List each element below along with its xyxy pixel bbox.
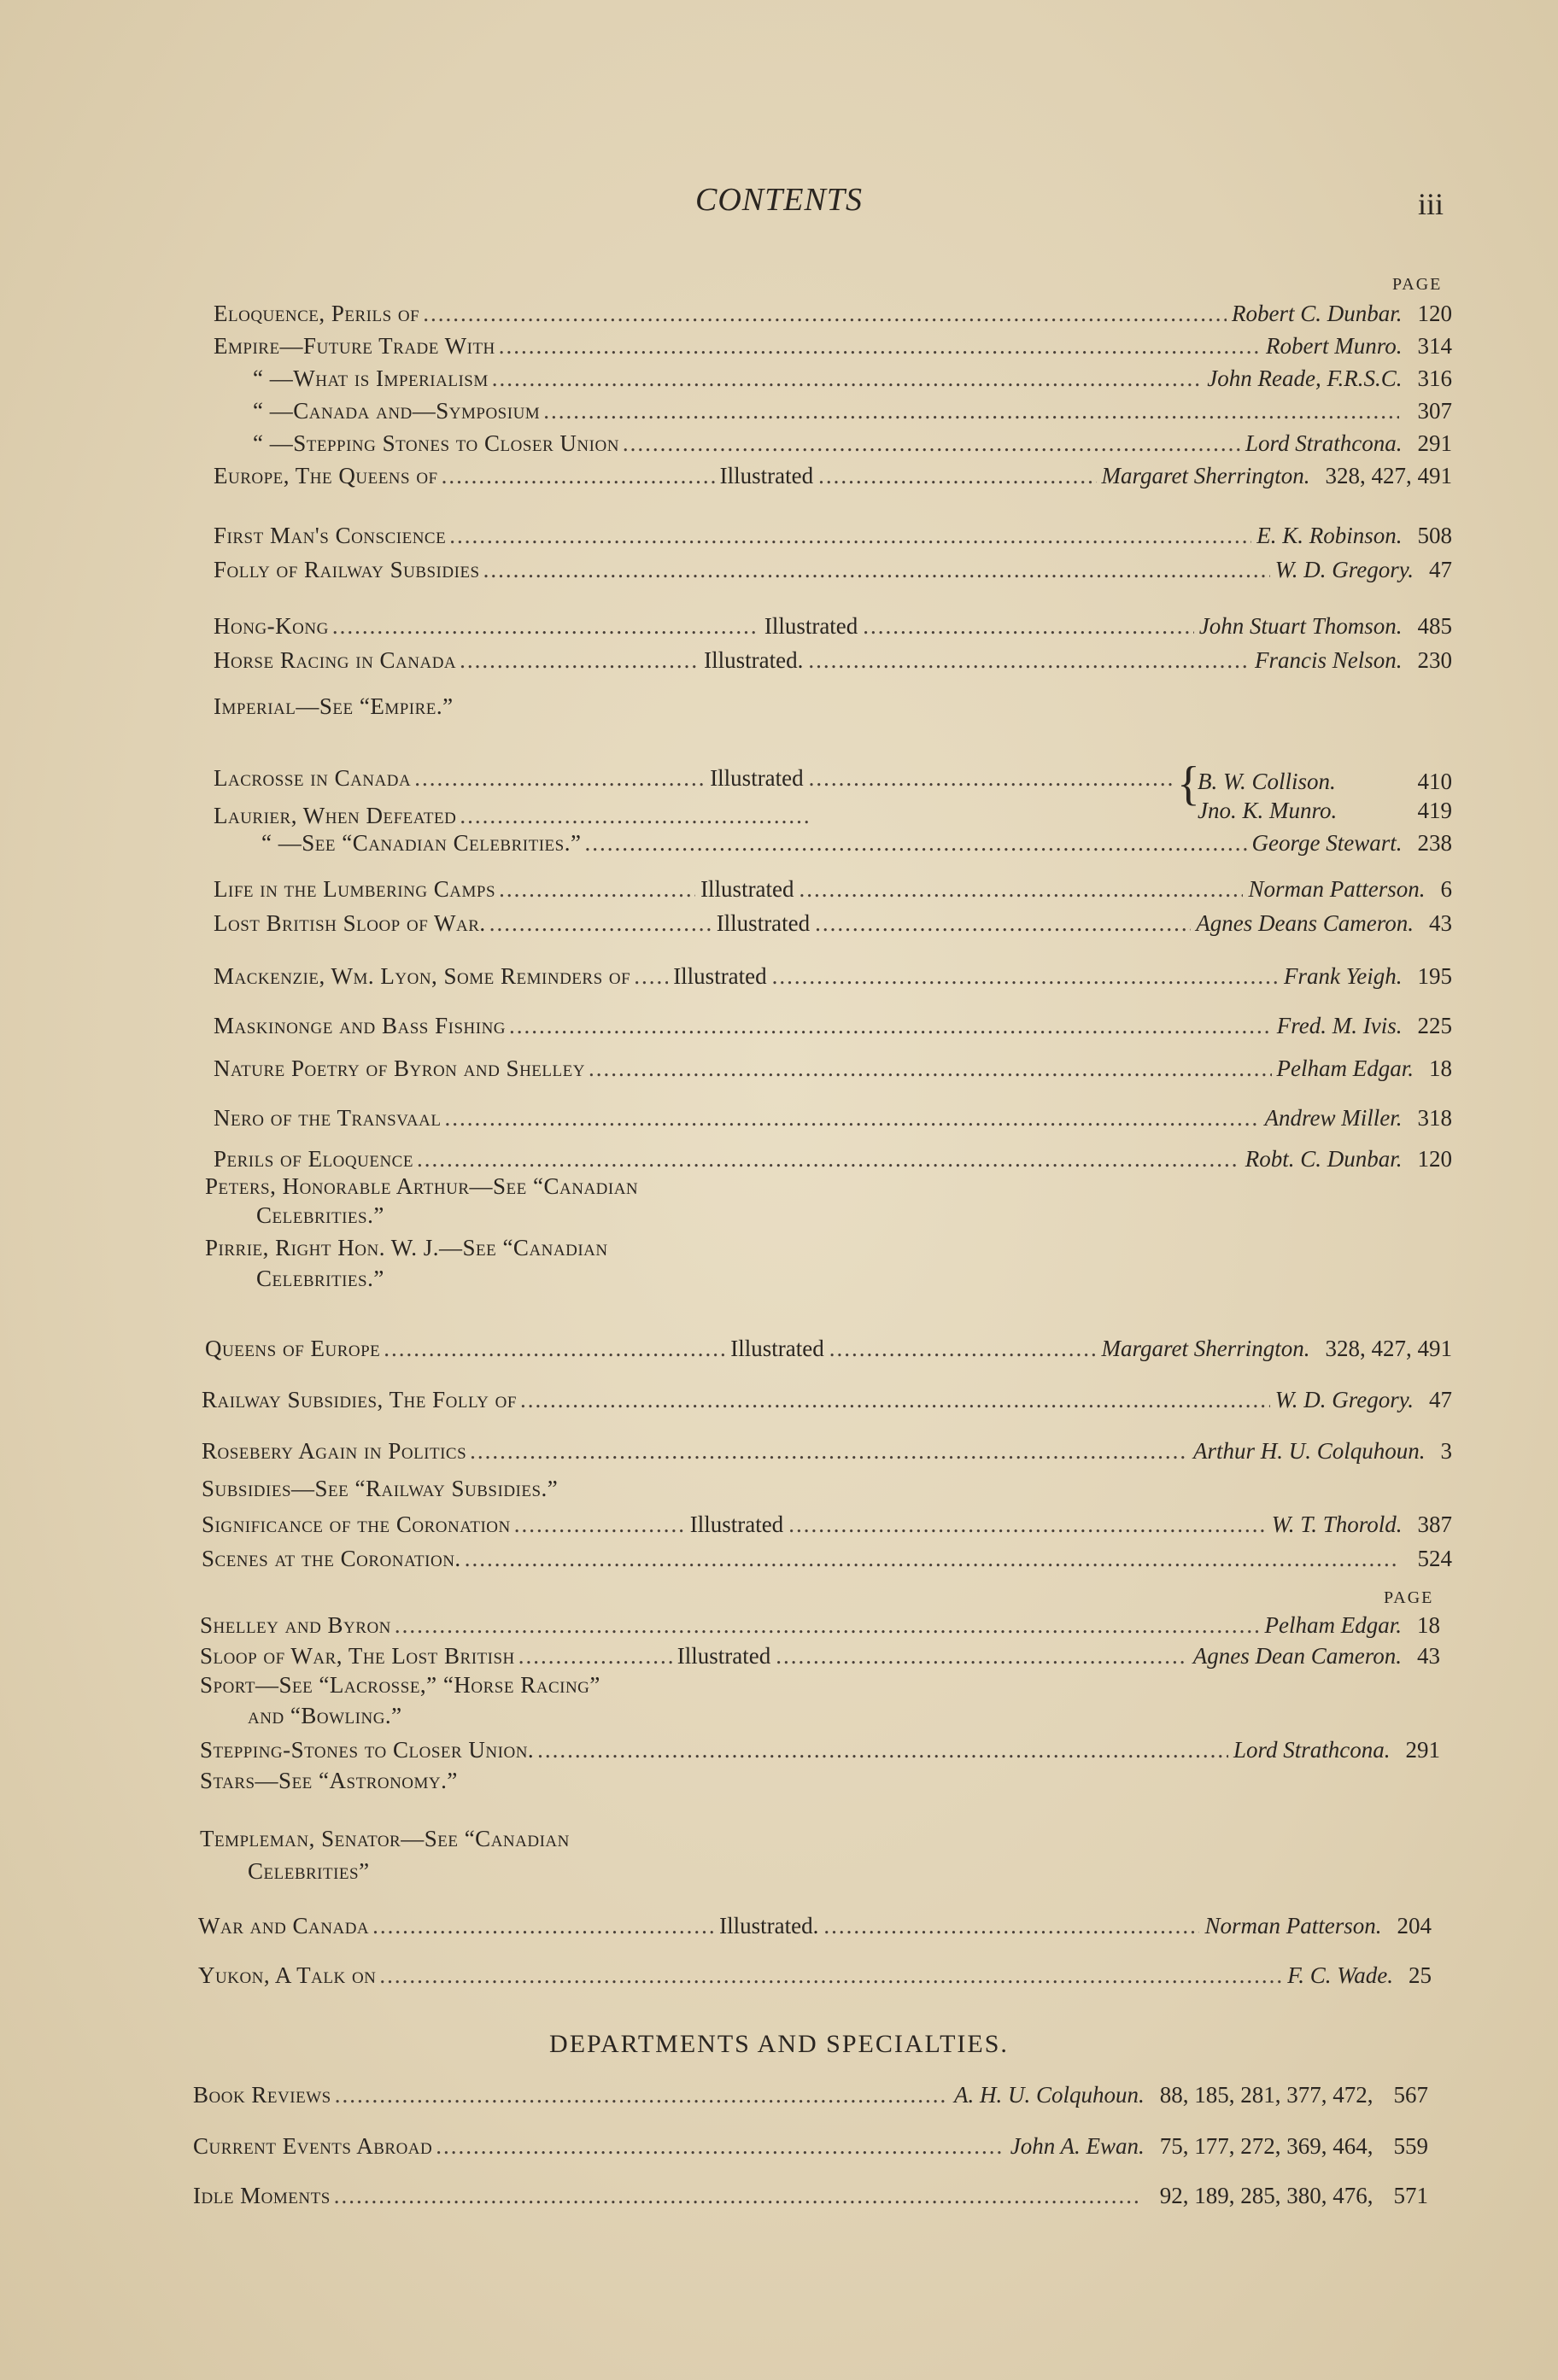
toc-entry: B. W. Collison. 410 <box>1198 769 1452 794</box>
toc-entry: Eloquence, Perils of ..... Robert C. Dunbar. 120 <box>214 301 1452 335</box>
department-entry: Current Events Abroad ..... John A. Ewan. 75, 177, 272, 369, 464, 559 <box>193 2133 1428 2167</box>
toc-entry: “ —What is Imperialism ..... John Reade, F.R.S.C. 316 <box>253 365 1452 400</box>
brace-icon: { <box>1177 757 1200 810</box>
toc-entry: Sloop of War, The Lost British ..... Illustrated ..... Agnes Dean Cameron. 43 <box>200 1643 1440 1677</box>
toc-entry: Peters, Honorable Arthur—See “Canadian <box>205 1173 639 1199</box>
toc-entry: Imperial—See “Empire.” <box>214 693 454 719</box>
toc-entry-continuation: Celebrities.” <box>256 1202 384 1228</box>
page-number: iii <box>1418 187 1444 221</box>
toc-entry: First Man's Conscience ..... E. K. Robinson. 508 <box>214 523 1452 557</box>
toc-entry: “ —Stepping Stones to Closer Union ..... Lord Strathcona. 291 <box>253 430 1452 465</box>
toc-entry: Perils of Eloquence ..... Robt. C. Dunbar. 120 <box>214 1146 1452 1180</box>
toc-entry: Subsidies—See “Railway Subsidies.” <box>202 1476 559 1501</box>
toc-entry-continuation: Celebrities.” <box>256 1266 384 1291</box>
toc-entry: “ —Canada and—Symposium ..... 307 <box>253 398 1452 432</box>
toc-entry: Nero of the Transvaal ..... Andrew Miller. 318 <box>214 1105 1452 1139</box>
page-column-label: PAGE <box>1392 275 1443 294</box>
toc-entry: Hong-Kong ..... Illustrated ..... John Stuart Thomson. 485 <box>214 613 1452 647</box>
toc-entry: Rosebery Again in Politics ..... Arthur H. U. Colquhoun. 3 <box>202 1438 1452 1472</box>
toc-entry: Scenes at the Coronation. ..... 524 <box>202 1546 1452 1580</box>
toc-entry: Folly of Railway Subsidies ..... W. D. Gregory. 47 <box>214 557 1452 591</box>
toc-entry: Lost British Sloop of War. ..... Illustrated ..... Agnes Deans Cameron. 43 <box>214 910 1452 944</box>
toc-entry: Sport—See “Lacrosse,” “Horse Racing” <box>200 1672 600 1698</box>
toc-entry: Laurier, When Defeated ..... <box>214 803 811 837</box>
toc-entry: Life in the Lumbering Camps ..... Illustrated ..... Norman Patterson. 6 <box>214 876 1452 910</box>
department-entry: Book Reviews ..... A. H. U. Colquhoun. 88, 185, 281, 377, 472, 567 <box>193 2082 1428 2116</box>
toc-entry: Queens of Europe ..... Illustrated ..... Margaret Sherrington. 328, 427, 491 <box>205 1336 1452 1370</box>
toc-entry: “ —See “Canadian Celebrities.” ..... George Stewart. 238 <box>261 830 1452 864</box>
toc-entry: Yukon, A Talk on ..... F. C. Wade. 25 <box>198 1962 1432 1997</box>
toc-entry: War and Canada ..... Illustrated. ..... Norman Patterson. 204 <box>198 1913 1432 1947</box>
toc-entry: Mackenzie, Wm. Lyon, Some Reminders of ..... Illustrated ..... Frank Yeigh. 195 <box>214 963 1452 997</box>
toc-entry: Templeman, Senator—See “Canadian <box>200 1826 570 1851</box>
toc-entry: Stars—See “Astronomy.” <box>200 1768 458 1793</box>
toc-entry: Lacrosse in Canada ..... Illustrated ..... <box>214 765 1179 799</box>
toc-entry: Horse Racing in Canada ..... Illustrated. ..... Francis Nelson. 230 <box>214 647 1452 681</box>
toc-entry: Maskinonge and Bass Fishing ..... Fred. M. Ivis. 225 <box>214 1013 1452 1047</box>
toc-entry: Stepping-Stones to Closer Union. ..... Lord Strathcona. 291 <box>200 1737 1440 1771</box>
toc-entry: Europe, The Queens of ..... Illustrated ..... Margaret Sherrington. 328, 427, 491 <box>214 463 1452 497</box>
toc-entry: Shelley and Byron ..... Pelham Edgar. 18 <box>200 1612 1440 1646</box>
toc-entry: Jno. K. Munro. 419 <box>1198 798 1452 823</box>
department-entry: Idle Moments ..... 92, 189, 285, 380, 476, 571 <box>193 2183 1428 2217</box>
toc-entry: Empire—Future Trade With ..... Robert Munro. 314 <box>214 333 1452 367</box>
toc-entry: Railway Subsidies, The Folly of ..... W. D. Gregory. 47 <box>202 1387 1452 1421</box>
toc-entry: Pirrie, Right Hon. W. J.—See “Canadian <box>205 1235 608 1260</box>
page-column-label: PAGE <box>1384 1588 1434 1607</box>
toc-entry-continuation: Celebrities” <box>248 1858 370 1884</box>
departments-heading: DEPARTMENTS AND SPECIALTIES. <box>549 2030 1009 2058</box>
toc-entry: Nature Poetry of Byron and Shelley ..... Pelham Edgar. 18 <box>214 1056 1452 1090</box>
page-title: CONTENTS <box>695 182 863 218</box>
toc-entry: Significance of the Coronation ..... Illustrated ..... W. T. Thorold. 387 <box>202 1512 1452 1546</box>
toc-entry-continuation: and “Bowling.” <box>248 1703 402 1728</box>
